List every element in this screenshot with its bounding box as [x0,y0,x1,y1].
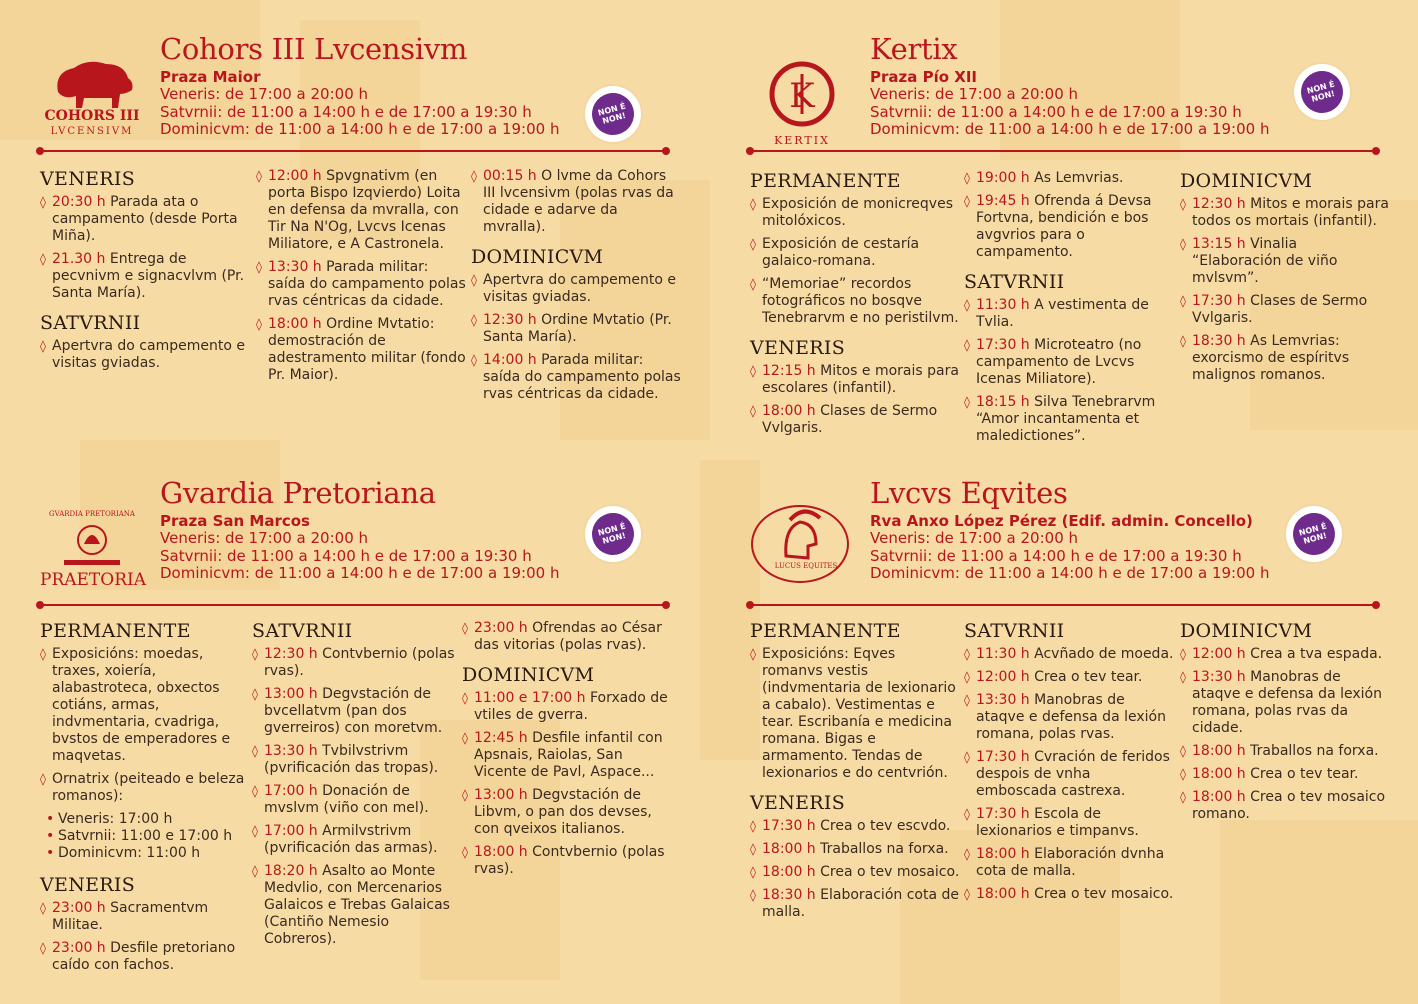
event-time: 18:00 h [976,886,1035,902]
event-time: 13:30 h [264,743,323,759]
event-text: Elaboración cota de malla. [762,887,959,920]
hours-line: Satvrnii: de 11:00 a 14:00 h e de 17:00 a 19:30 h [870,102,1242,121]
schedule-item [471,352,681,403]
day-heading: PERMANENTE [750,620,901,642]
schedule-item [40,646,250,765]
event-text: Degvstación de bvcellatvm (pan dos gverreiros) con moretvm. [264,686,443,736]
hours-line: Dominicvm: de 11:00 a 14:00 h e de 17:00 a 19:00 h [870,564,1270,582]
schedule-item [252,863,462,948]
event-time: 12:00 h [1192,646,1251,662]
schedule-item [471,272,681,306]
schedule-item [1180,789,1390,823]
panel-title: Cohors III Lvcensivm [160,32,468,66]
hand-icon: NON É NON! [587,88,638,139]
event-time: 00:15 h [483,168,542,184]
event-time: 13:00 h [474,787,533,803]
event-text: Crea o tev tear. [1250,766,1359,782]
schedule-item [964,692,1174,743]
event-time: 12:30 h [1192,196,1251,212]
schedule-item [40,940,250,974]
event-time: 19:45 h [976,193,1035,209]
section-divider [40,150,666,152]
logo-text: GVARDIA PRETORIANA [49,510,135,518]
panel-logo [750,50,854,150]
schedule-item [1180,236,1390,287]
schedule-item [1180,743,1390,760]
schedule-item [1180,766,1390,783]
schedule-item [471,168,681,236]
event-time: 13:30 h [976,692,1035,708]
schedule-column [750,170,960,447]
event-time: 19:00 h [976,170,1035,186]
event-text: Sacramentvm Militae. [52,900,209,933]
event-time: 12:15 h [762,363,821,379]
logo-text: PRAETORIA [40,570,146,590]
schedule-item [750,276,960,327]
hours-line: Dominicvm: de 11:00 a 14:00 h e de 17:00 a 19:00 h [160,120,560,138]
event-text: Elaboración dvnha cota de malla. [976,846,1165,879]
schedule-item [256,316,466,384]
day-heading: VENERIS [750,337,846,359]
event-time: 13:15 h [1192,236,1251,252]
event-text: Crea a tva espada. [1250,646,1383,662]
schedule-column [750,620,960,931]
event-time: 21.30 h [52,251,110,267]
non-e-non-badge [585,86,641,142]
event-text: Crea o tev mosaico romano. [1192,789,1386,822]
schedule-column [252,620,462,958]
event-time: 23:00 h [474,620,533,636]
hours-line: Satvrnii: de 11:00 a 14:00 h e de 17:00 a 19:30 h [160,546,532,565]
non-e-non-badge [1286,506,1342,562]
event-text: Entrega de pecvnivm e signacvlvm (Pr. Santa María). [52,251,245,301]
event-text: Exposición de cestaría galaico-romana. [762,236,920,269]
schedule-item [462,844,672,878]
schedule-item [252,686,462,737]
day-heading: SATVRNII [252,620,353,642]
panel-logo [40,50,144,150]
schedule-item [471,312,681,346]
event-text: Clases de Sermo Vvlgaris. [1192,293,1368,326]
event-time: 13:00 h [264,686,323,702]
event-time: 17:00 h [264,823,323,839]
panel-place: Rva Anxo López Pérez (Edif. admin. Concello) [870,512,1253,530]
event-text: Exposicións: moedas, traxes, xoiería, alabastroteca, obxectos cotiáns, armas, indvmentaria, cvadriga, bvstos de emperadores e maqvetas. [52,646,231,764]
schedule-item [750,236,960,270]
event-panel [40,32,681,500]
schedule-item [256,168,466,253]
schedule-item [964,806,1174,840]
schedule-item [750,196,960,230]
event-time: 18:00 h [762,403,821,419]
schedule-item [964,394,1174,445]
event-text: Ofrenda á Devsa Fortvna, bendición e bos avgvrios para o campamento. [976,193,1152,260]
schedule-item [252,743,462,777]
schedule-item [40,338,250,372]
schedule-column [1180,620,1390,833]
event-time: 18:00 h [1192,743,1251,759]
schedule-item [750,887,960,921]
section-divider [750,150,1376,152]
event-time: 18:00 h [762,864,821,880]
sub-item: • Dominicvm: 11:00 h [40,845,250,862]
event-time: 18:00 h [474,844,533,860]
schedule-item [256,259,466,310]
event-text: As Lemvrias: exorcismo de espíritvs malignos romanos. [1192,333,1350,383]
event-text: Escola de lexionarios e timpanvs. [976,806,1139,839]
panel-place: Praza San Marcos [160,512,310,530]
event-time: 18:00 h [268,316,327,332]
schedule-item [1180,293,1390,327]
event-time: 18:15 h [976,394,1035,410]
event-time: 17:30 h [976,337,1035,353]
schedule-item [964,170,1174,187]
schedule-column [964,620,1174,913]
event-text: Spvgnativm (en porta Bispo Izqvierdo) Loita en defensa da mvralla, con Tir Na N'Og, Lvcvs Icenas Miliatore, e A Castronela. [268,168,461,252]
event-time: 14:00 h [483,352,542,368]
schedule-item [40,900,250,934]
event-time: 23:00 h [52,900,111,916]
schedule-item [964,297,1174,331]
event-time: 20:30 h [52,194,111,210]
event-text: Acvñado de moeda. [1034,646,1174,662]
schedule-item [40,251,250,302]
event-text: Parada militar: saída do campamento polas rvas céntricas da cidade. [483,352,681,402]
event-time: 17:00 h [264,783,323,799]
schedule-item [750,363,960,397]
non-e-non-badge [1294,64,1350,120]
schedule-item [252,783,462,817]
event-text: Parada ata o campamento (desde Porta Miña). [52,194,238,244]
day-heading: VENERIS [750,792,846,814]
event-time: 17:30 h [762,818,821,834]
event-text: Parada militar: saída do campamento polas rvas céntricas da cidade. [268,259,466,309]
hours-line: Dominicvm: de 11:00 a 14:00 h e de 17:00 a 19:00 h [870,120,1270,138]
panel-place: Praza Pío XII [870,68,977,86]
day-heading: PERMANENTE [750,170,901,192]
event-text: As Lemvrias. [1034,170,1124,186]
svg-text:K: K [789,76,815,116]
day-heading: SATVRNII [964,620,1065,642]
hours-line: Dominicvm: de 11:00 a 14:00 h e de 17:00 a 19:00 h [160,564,560,582]
hours-line: Veneris: de 17:00 a 20:00 h [870,529,1079,547]
event-text: Manobras de ataqve e defensa da lexión romana, polas rvas. [976,692,1166,742]
panel-place: Praza Maior [160,68,261,86]
schedule-column [40,168,250,382]
day-heading: PERMANENTE [40,620,191,642]
event-panel [750,476,1386,944]
schedule-item [964,337,1174,388]
hours-line: Veneris: de 17:00 a 20:00 h [870,85,1079,103]
panel-logo [750,494,854,594]
day-heading: SATVRNII [964,271,1065,293]
event-text: O lvme da Cohors III lvcensivm (polas rvas da cidade e adarve da mvralla). [483,168,674,235]
schedule-item [750,818,960,835]
event-text: Donación de mvslvm (viño con mel). [264,783,429,816]
event-time: 12:45 h [474,730,533,746]
logo-text: COHORS III [44,108,140,124]
panel-title: Lvcvs Eqvites [870,476,1068,510]
event-time: 18:00 h [1192,766,1251,782]
event-text: Crea o tev mosaico. [820,864,960,880]
schedule-column [471,168,681,413]
event-time: 12:30 h [264,646,323,662]
schedule-item [252,646,462,680]
event-text: Ornatrix (peiteado e beleza romanos): [52,771,245,804]
event-text: Ordine Mvtatio: demostración de adestramento militar (fondo Pr. Maior). [268,316,466,383]
event-text: Mitos e morais para todos os mortais (infantil). [1192,196,1389,229]
logo-text: LVCENSIVM [50,126,134,137]
event-text: Asalto ao Monte Medvlio, con Mercenarios Galaicos e Trebas Galaicas (Cantiño Nemesio Cobreros). [264,863,450,947]
day-heading: VENERIS [40,874,136,896]
event-text: Ordine Mvtatio (Pr. Santa María). [483,312,672,345]
schedule-column [964,170,1174,455]
event-text: Manobras de ataqve e defensa da lexión romana, polas rvas da cidade. [1192,669,1382,736]
helmet-emblem-icon [40,518,144,568]
hours-line: Satvrnii: de 11:00 a 14:00 h e de 17:00 a 19:30 h [160,102,532,121]
schedule-item [964,846,1174,880]
event-time: 18:00 h [1192,789,1251,805]
schedule-item [964,669,1174,686]
event-time: 17:30 h [1192,293,1251,309]
event-text: “Memoriae” recordos fotográficos no bosqve Tenebrarvm e no peristilvm. [762,276,959,326]
event-text: Microteatro (no campamento de Lvcvs Icenas Miliatore). [976,337,1142,387]
schedule-item [462,690,672,724]
event-text: Clases de Sermo Vvlgaris. [762,403,938,436]
schedule-item [40,771,250,805]
event-time: 12:30 h [483,312,542,328]
event-text: Armilvstrivm (pvrificación das armas). [264,823,438,856]
event-text: Vinalia “Elaboración de viño mvlsvm”. [1192,236,1338,286]
panel-hours [870,530,1269,583]
section-divider [40,604,666,606]
event-text: Crea o tev escvdo. [820,818,951,834]
event-panel [40,476,670,973]
schedule-column [256,168,466,394]
event-text: Crea o tev mosaico. [1034,886,1174,902]
logo-text: KERTIX [774,134,830,147]
event-time: 17:30 h [976,749,1035,765]
panel-hours [160,530,559,583]
schedule-item [1180,333,1390,384]
event-time: 12:00 h [268,168,327,184]
schedule-item [462,787,672,838]
event-text: Mitos e morais para escolares (infantil). [762,363,959,396]
event-time: 13:30 h [268,259,327,275]
equites-helmet-icon [750,494,854,594]
hours-line: Veneris: de 17:00 a 20:00 h [160,529,369,547]
schedule-item [40,194,250,245]
day-heading: DOMINICVM [462,664,595,686]
event-text: Exposicións: Eqves romanvs vestis (indvmentaria de lexionario a cabalo). Vestimentas e tear. Escribanía e medicina romana. Bigas e armamento. Tendas de lexionarios e do centvrión. [762,646,956,781]
schedule-column [462,620,672,888]
logo-text: LUCUS EQUITES [774,562,838,570]
event-text: Traballos na forxa. [1250,743,1379,759]
event-time: 11:30 h [976,297,1035,313]
section-divider [750,604,1376,606]
day-heading: SATVRNII [40,312,141,334]
panel-title: Kertix [870,32,958,66]
hours-line: Veneris: de 17:00 a 20:00 h [160,85,369,103]
event-panel [750,32,1389,500]
hand-icon: NON É NON! [1288,508,1339,559]
hand-icon: NON É NON! [1296,66,1347,117]
event-time: 17:30 h [976,806,1035,822]
schedule-item [750,403,960,437]
schedule-item [462,730,672,781]
hand-icon: NON É NON! [587,508,638,559]
schedule-item [462,620,672,654]
panel-logo [40,494,144,594]
sub-item: • Veneris: 17:00 h [40,811,250,828]
schedule-item [1180,646,1390,663]
event-text: Degvstación de Libvm, o pan dos devses, con qveixos italianos. [474,787,652,837]
day-heading: VENERIS [40,168,136,190]
schedule-item [964,886,1174,903]
event-text: A vestimenta de Tvlia. [976,297,1149,330]
schedule-column [1180,170,1390,394]
schedule-column [40,620,250,984]
sub-item: • Satvrnii: 11:00 e 17:00 h [40,828,250,845]
event-time: 12:00 h [976,669,1035,685]
schedule-item [750,841,960,858]
event-time: 23:00 h [52,940,111,956]
event-time: 18:30 h [1192,333,1251,349]
event-time: 18:00 h [976,846,1035,862]
non-e-non-badge [585,506,641,562]
schedule-item [1180,669,1390,737]
event-time: 18:00 h [762,841,821,857]
event-text: Desfile pretoriano caído con fachos. [52,940,236,973]
day-heading: DOMINICVM [1180,170,1313,192]
schedule-item [750,864,960,881]
event-text: Ofrendas ao César das vitorias (polas rvas). [474,620,662,653]
event-time: 18:20 h [264,863,323,879]
event-time: 13:30 h [1192,669,1251,685]
event-text: Tvbilvstrivm (pvrificación das tropas). [264,743,439,776]
event-text: Desfile infantil con Apsnais, Raiolas, San Vicente de Pavl, Aspace... [474,730,663,780]
event-text: Exposición de monicreqves mitolóxicos. [762,196,953,229]
day-heading: DOMINICVM [1180,620,1313,642]
day-heading: DOMINICVM [471,246,604,268]
event-time: 11:00 e 17:00 h [474,690,590,706]
event-text: Crea o tev tear. [1034,669,1143,685]
event-text: Traballos na forxa. [820,841,949,857]
schedule-item [964,749,1174,800]
event-text: Cvración de feridos despois de vnha emboscada castrexa. [976,749,1170,799]
panel-title: Gvardia Pretoriana [160,476,436,510]
event-time: 18:30 h [762,887,821,903]
event-text: Contvbernio (polas rvas). [474,844,665,877]
hours-line: Satvrnii: de 11:00 a 14:00 h e de 17:00 a 19:30 h [870,546,1242,565]
schedule-item [750,646,960,782]
event-text: Silva Tenebrarvm “Amor incantamenta et maledictiones”. [976,394,1156,444]
schedule-item [964,646,1174,663]
event-time: 11:30 h [976,646,1035,662]
event-text: Apertvra do campemento e visitas gviadas. [483,272,676,305]
event-text: Contvbernio (polas rvas). [264,646,455,679]
panel-hours [160,86,559,139]
schedule-item [1180,196,1390,230]
schedule-item [252,823,462,857]
schedule-item [964,193,1174,261]
event-text: Apertvra do campemento e visitas gviadas. [52,338,245,371]
panel-hours [870,86,1269,139]
event-text: Forxado de vtiles de gverra. [474,690,668,723]
